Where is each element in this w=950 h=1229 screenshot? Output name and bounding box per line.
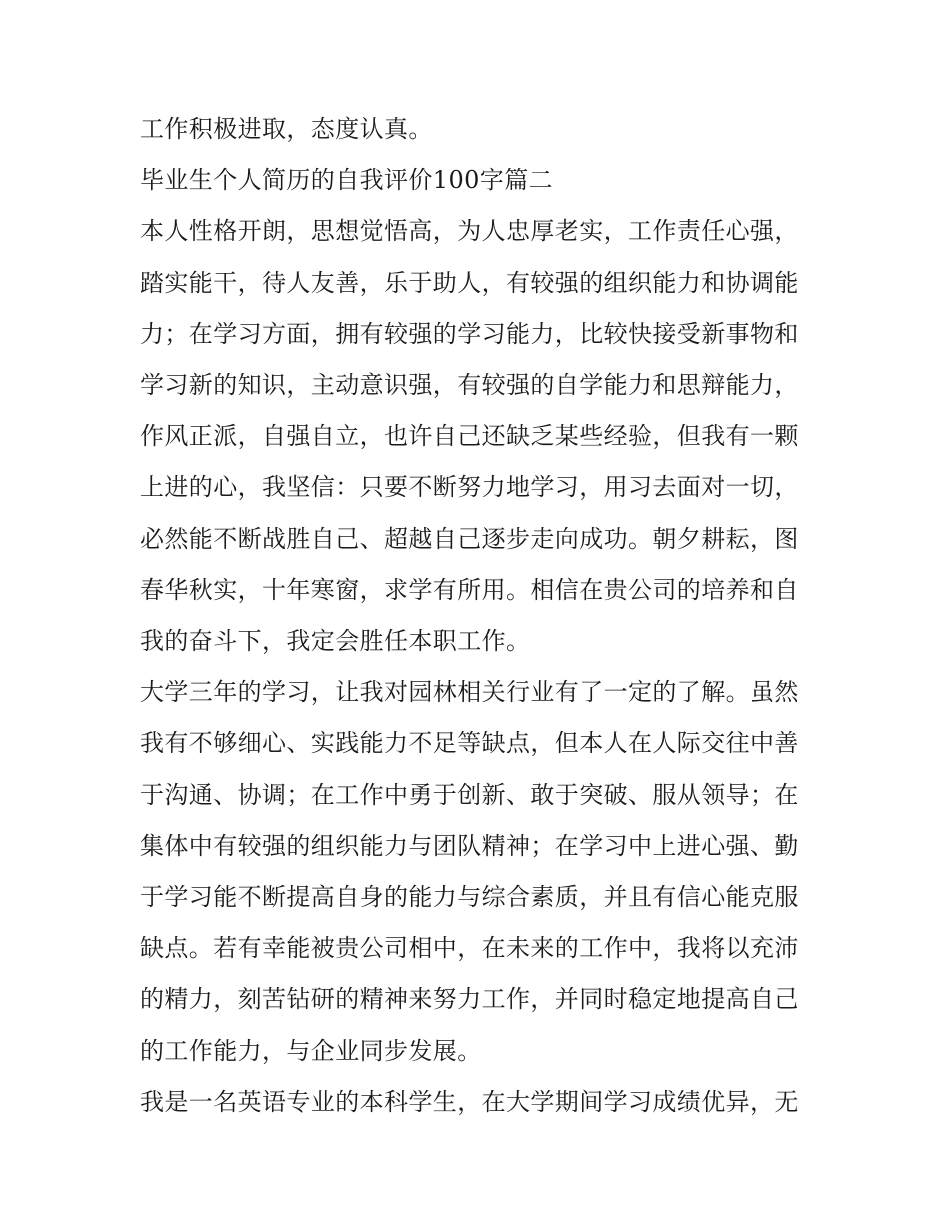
- text-line: 我的奋斗下，我定会胜任本职工作。: [140, 627, 531, 656]
- text-line: 大学三年的学习，让我对园林相关行业有了一定的了解。虽然: [140, 678, 799, 707]
- text-line: 必然能不断战胜自己、超越自己逐步走向成功。朝夕耕耘，图: [140, 524, 799, 553]
- paragraph-2: [140, 206, 816, 667]
- text-line: 我有不够细心、实践能力不足等缺点，但本人在人际交往中善: [140, 729, 799, 758]
- text-line: 集体中有较强的组织能力与团队精神；在学习中上进心强、勤: [140, 831, 799, 860]
- section-heading: [140, 155, 816, 206]
- text-line: 的精力，刻苦钻研的精神来努力工作，并同时稳定地提高自己: [140, 985, 799, 1014]
- text-line: 于沟通、协调；在工作中勇于创新、敢于突破、服从领导；在: [140, 780, 799, 809]
- text-line: 缺点。若有幸能被贵公司相中，在未来的工作中，我将以充沛: [140, 934, 799, 963]
- text-line: 春华秋实，十年寒窗，求学有所用。相信在贵公司的培养和自: [140, 575, 799, 604]
- text-line: 学习新的知识，主动意识强，有较强的自学能力和思辩能力，: [140, 371, 799, 400]
- heading-line: 毕业生个人简历的自我评价100字篇二: [140, 166, 554, 195]
- text-line: 踏实能干，待人友善，乐于助人，有较强的组织能力和协调能: [140, 268, 799, 297]
- paragraph-4: [140, 1077, 816, 1128]
- text-line: 力；在学习方面，拥有较强的学习能力，比较快接受新事物和: [140, 319, 799, 348]
- text-line: 工作积极进取，态度认真。: [140, 115, 433, 143]
- text-line: 我是一名英语专业的本科学生，在大学期间学习成绩优异，无: [140, 1087, 799, 1116]
- text-line: 于学习能不断提高自身的能力与综合素质，并且有信心能克服: [140, 883, 799, 912]
- text-line: 作风正派，自强自立，也许自己还缺乏某些经验，但我有一颗: [140, 422, 799, 451]
- paragraph-3: [140, 667, 816, 1077]
- text-line: 本人性格开朗，思想觉悟高，为人忠厚老实，工作责任心强，: [140, 217, 799, 246]
- paragraph-1: [140, 104, 816, 155]
- text-line: 的工作能力，与企业同步发展。: [140, 1036, 482, 1065]
- text-line: 上进的心，我坚信：只要不断努力地学习，用习去面对一切，: [140, 473, 799, 502]
- document-body: [140, 104, 816, 1128]
